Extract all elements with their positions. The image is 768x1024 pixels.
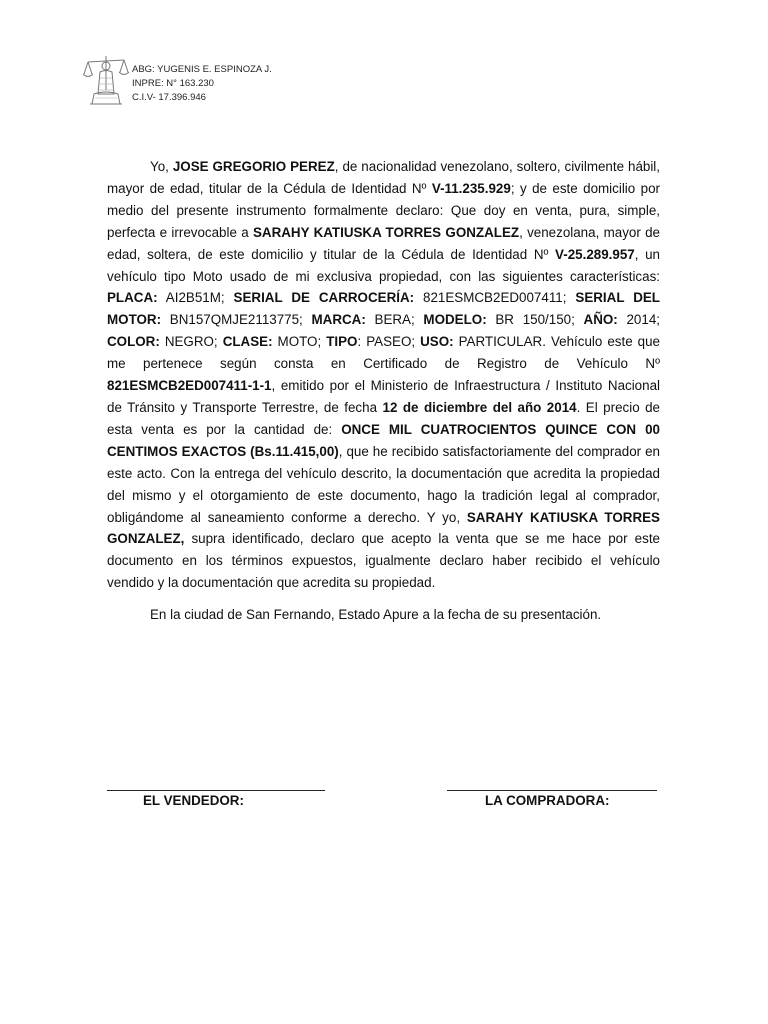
sale-price: ONCE MIL CUATROCIENTOS QUINCE CON 00 CENTIMOS EXACTOS (Bs.11.415,00) (107, 421, 660, 459)
value-serial-motor: BN157QMJE2113775; (161, 312, 312, 328)
label-uso: USO: (420, 334, 454, 350)
seller-name: JOSE GREGORIO PEREZ (172, 159, 335, 174)
attorney-civ: C.I.V- 17.396.946 (132, 92, 206, 103)
buyer-signature-block (447, 790, 657, 808)
certificate-date: 12 de diciembre del año 2014 (382, 399, 577, 415)
value-clase: MOTO; (272, 334, 327, 350)
value-serial-carroceria: 821ESMCB2ED007411; (414, 290, 576, 306)
value-color: NEGRO; (159, 334, 223, 350)
text: . El precio de esta venta es por la cantidad de: (107, 399, 661, 437)
text: , venezolana, mayor de edad, soltera, de este domicilio y titular de la Cédula de Identidad Nº (107, 224, 660, 262)
seller-id: V-11.235.929 (431, 180, 511, 196)
attorney-inpre: INPRE: N° 163.230 (132, 78, 214, 89)
label-serial-carroceria: SERIAL DE CARROCERÍA: (233, 290, 415, 306)
signature-line (107, 790, 325, 791)
label-placa: PLACA: (107, 290, 158, 306)
closing-paragraph: En la ciudad de San Fernando, Estado Apure a la fecha de su presentación. (150, 607, 602, 623)
seller-signature-block (107, 790, 325, 808)
buyer-id: V-25.289.957 (555, 246, 635, 262)
text: , un vehículo tipo Moto usado de mi exclusiva propiedad, con las siguientes características: (107, 246, 660, 284)
justice-scales-icon (80, 50, 132, 108)
text: PARTICULAR. Vehículo este que me pertenece según consta en Certificado de Registro de Vehículo Nº (107, 334, 661, 372)
buyer-signature-label: LA COMPRADORA: (485, 793, 610, 808)
text: Yo, (150, 159, 173, 174)
value-modelo: BR 150/150; (486, 312, 584, 328)
document-body (107, 156, 660, 626)
value-ano: 2014; (617, 312, 660, 328)
label-modelo: MODELO: (423, 312, 487, 328)
seller-signature-label: EL VENDEDOR: (143, 793, 244, 808)
signature-line (447, 790, 657, 791)
value-marca: BERA; (365, 312, 424, 328)
value-tipo: : PASEO; (357, 334, 421, 350)
text: , de nacionalidad venezolano, soltero, civilmente hábil, mayor de edad, titular de la Cédula de Identidad Nº (107, 159, 661, 196)
label-marca: MARCA: (311, 312, 366, 328)
attorney-info (132, 63, 272, 105)
certificate-number: 821ESMCB2ED007411-1-1 (107, 378, 272, 394)
buyer-name-repeat: SARAHY KATIUSKA TORRES GONZALEZ, (107, 509, 660, 547)
letterhead (80, 50, 340, 110)
buyer-name: SARAHY KATIUSKA TORRES GONZALEZ (252, 224, 520, 240)
text: , que he recibido satisfactoriamente del comprador en este acto. Con la entrega del vehículo descrito, la documentación que acredita la propiedad del mismo y el otorgamiento de este documento, hago la tradición legal al comprador, obligándome al saneamiento conforme a derecho. Y yo, (107, 443, 660, 525)
label-serial-motor: SERIAL DEL MOTOR: (107, 290, 660, 328)
text: ; y de este domicilio por medio del presente instrumento formalmente declaro: Que doy en venta, pura, simple, perfecta e irrevocable a (107, 180, 660, 240)
label-clase: CLASE: (222, 334, 273, 350)
label-color: COLOR: (107, 334, 160, 350)
text: , emitido por el Ministerio de Infraestructura / Instituto Nacional de Tránsito y Transporte Terrestre, de fecha (107, 378, 660, 415)
label-ano: AÑO: (583, 312, 618, 328)
sale-declaration-paragraph (107, 156, 660, 594)
text: supra identificado, declaro que acepto la venta que se me hace por este documento en los términos expuestos, igualmente declaro haber recibido el vehículo vendido y la documentación que acredita su propiedad. (107, 531, 660, 591)
value-placa: AI2B51M; (157, 290, 234, 306)
label-tipo: TIPO (326, 334, 358, 350)
attorney-name: ABG: YUGENIS E. ESPINOZA J. (132, 64, 272, 75)
